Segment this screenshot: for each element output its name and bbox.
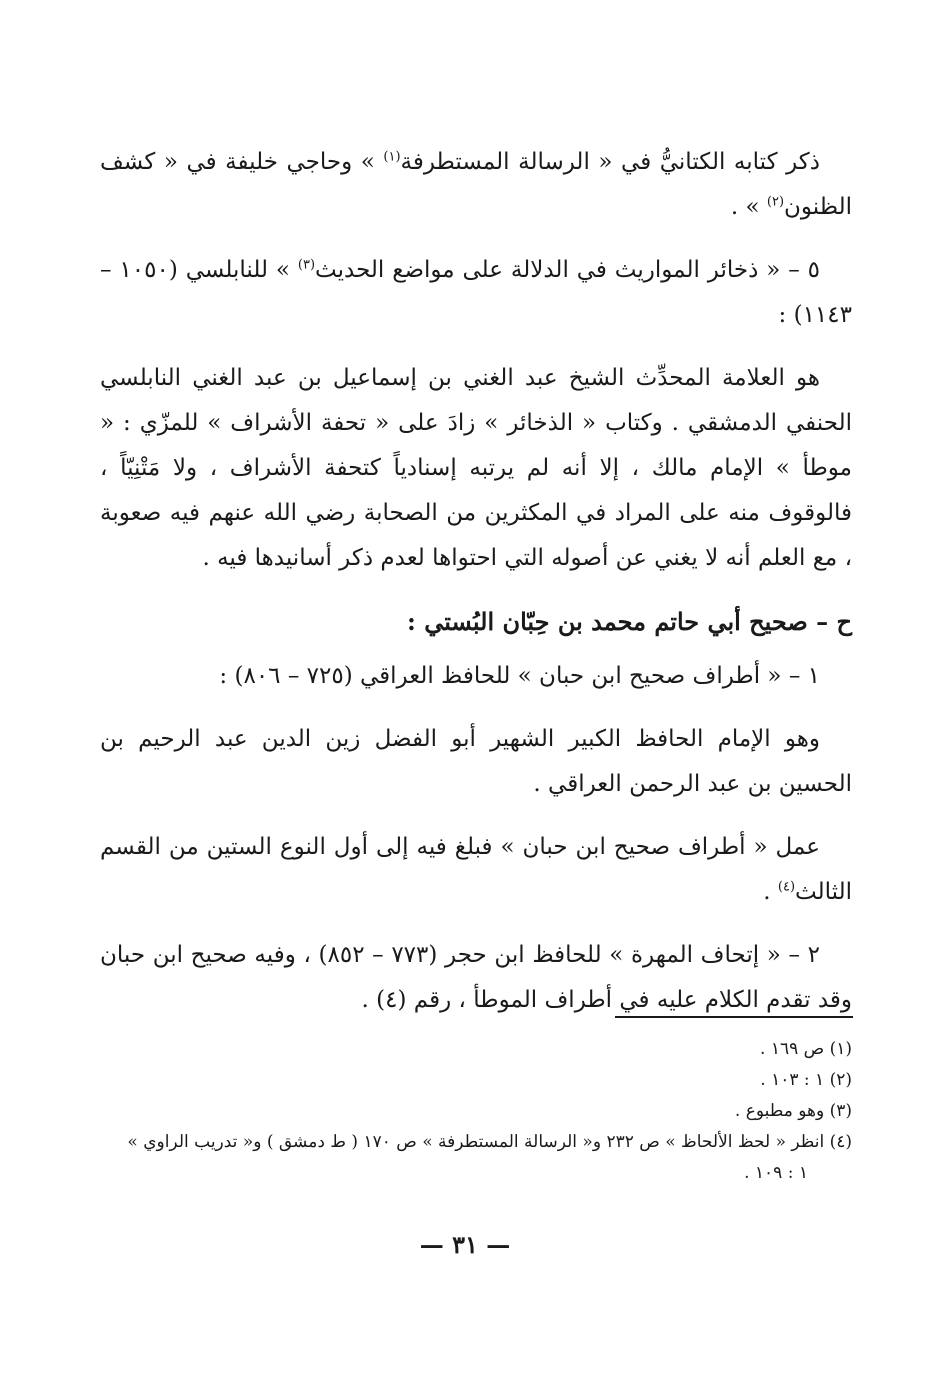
- page-number: — ٣١ —: [419, 1230, 511, 1259]
- page-body: [100, 140, 852, 1041]
- section-heading-ibn-hibban: ح – صحيح أبي حاتم محمد بن حِبّان البُستي :: [407, 607, 852, 636]
- footnote-4-continuation: ١ : ١٠٩ .: [744, 1163, 808, 1183]
- paragraph-nabulsi: هو العلامة المحدِّث الشيخ عبد الغني بن إسماعيل بن عبد الغني النابلسي الحنفي الدمشقي . وكتاب « الذخائر » زادَ على « تحفة الأشراف » للمزّي : « موطأ » الإمام مالك ، إلا أنه لم يرتبه إسنادياً كتحفة الأشراف ، ولا مَتْنِيّاً ، فالوقوف منه على المراد في المكثرين من الصحابة رضي الله عنهم فيه صعوبة ، مع العلم أنه لا يغني عن أصوله التي احتواها لعدم ذكر أسانيدها فيه .: [100, 365, 852, 571]
- footnote-3: (٣) وهو مطبوع .: [734, 1101, 852, 1121]
- paragraph-kattani: ذكر كتابه الكتانيُّ في « الرسالة المستطرفة$^{(١)}$ » وحاجي خليفة في « كشف الظنون$^{(٢)}$ » .: [100, 149, 852, 220]
- footnote-2: (٢) ١ : ١٠٣ .: [760, 1070, 852, 1090]
- footnote-ref-2: (٢): [766, 194, 785, 210]
- footnote-ref-3: (٣): [297, 257, 316, 273]
- footnote-4: (٤) انظر « لحظ الألحاظ » ص ٢٣٢ و« الرسالة المستطرفة » ص ١٧٠ ( ط دمشق ) و« تدريب الراوي »: [127, 1132, 852, 1152]
- paragraph-iraqi: وهو الإمام الحافظ الكبير الشهير أبو الفضل زين الدين عبد الرحيم بن الحسين بن عبد الرحمن العراقي .: [100, 726, 852, 797]
- paragraph-atraf: عمل « أطراف صحيح ابن حبان » فبلغ فيه إلى أول النوع الستين من القسم الثالث$^{(٤)}$ .: [100, 834, 852, 905]
- footnote-1: (١) ص ١٦٩ .: [760, 1039, 852, 1059]
- paragraph-item-1: ١ – « أطراف صحيح ابن حبان » للحافظ العراقي (٧٢٥ – ٨٠٦) :: [219, 663, 820, 689]
- paragraph-item-5: ٥ – « ذخائر المواريث في الدلالة على مواضع الحديث$^{(٣)}$ » للنابلسي (١٠٥٠ – ١١٤٣) :: [100, 257, 852, 328]
- footnotes: [100, 1034, 852, 1189]
- footnote-divider: [615, 1016, 853, 1018]
- footnote-ref-1: (١): [383, 149, 401, 165]
- paragraph-item-2: ٢ – « إتحاف المهرة » للحافظ ابن حجر (٧٧٣ – ٨٥٢) ، وفيه صحيح ابن حبان وقد تقدم الكلام عليه في أطراف الموطأ ، رقم (٤) .: [100, 942, 852, 1013]
- footnote-ref-4: (٤): [777, 879, 796, 895]
